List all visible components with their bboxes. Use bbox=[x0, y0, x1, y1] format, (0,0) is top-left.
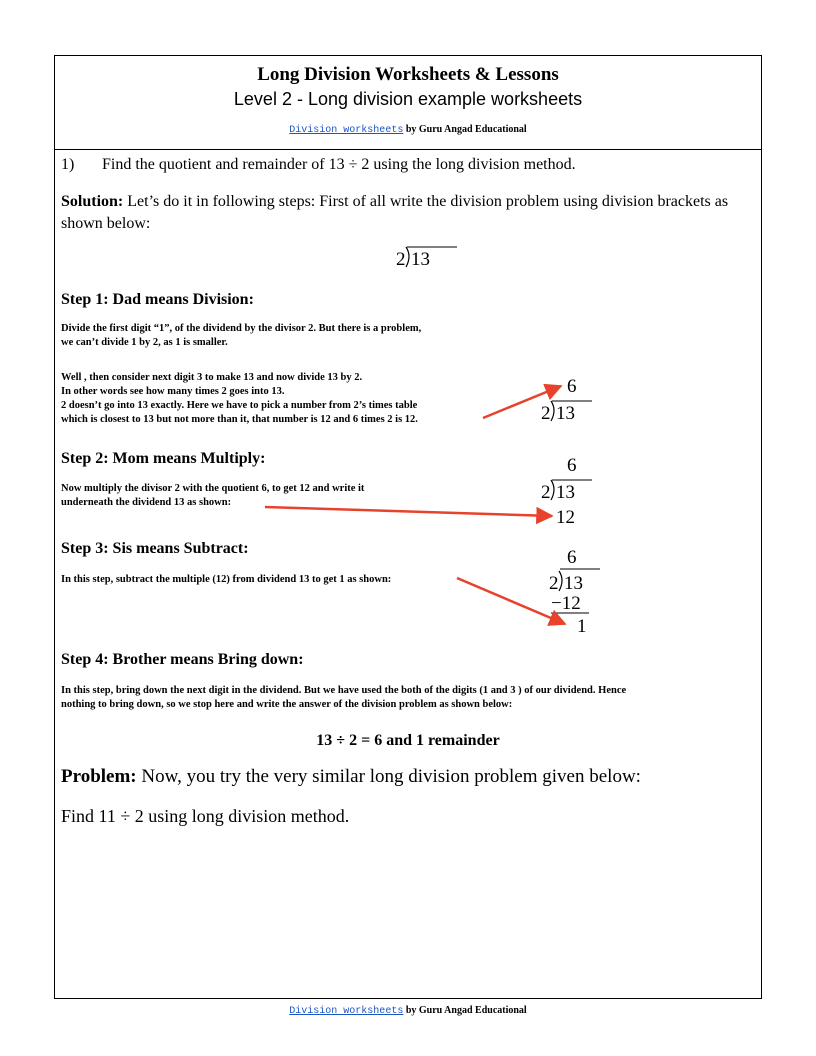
text-line: Well , then consider next digit 3 to make 13 and now divide 13 by 2. bbox=[61, 372, 363, 383]
arrow bbox=[265, 507, 552, 516]
division-worksheets-link[interactable]: Division worksheets bbox=[289, 125, 404, 136]
solution-label: Solution: bbox=[61, 193, 124, 210]
divisor: 2 bbox=[541, 403, 551, 424]
quotient: 6 bbox=[567, 455, 577, 476]
text-line: Now multiply the divisor 2 with the quotient 6, to get 12 and write it bbox=[61, 483, 365, 494]
dividend: 13 bbox=[556, 482, 575, 503]
page-footer bbox=[0, 1005, 816, 1017]
dividend: 13 bbox=[411, 249, 430, 270]
text-line: underneath the dividend 13 as shown: bbox=[61, 497, 232, 508]
text-line: 2 doesn’t go into 13 exactly. Here we have to pick a number from 2’s times table bbox=[61, 400, 418, 411]
dividend: 13 bbox=[556, 403, 575, 424]
text-line: nothing to bring down, so we stop here and write the answer of the division problem as shown below: bbox=[61, 699, 513, 710]
solution-text: Let’s do it in following steps: First of all write the division problem using division brackets as shown below: bbox=[61, 193, 729, 232]
quotient: 6 bbox=[567, 547, 577, 568]
page-title: Long Division Worksheets & Lessons bbox=[257, 64, 559, 85]
step-3-heading: Step 3: Sis means Subtract: bbox=[61, 540, 249, 557]
product: 12 bbox=[556, 507, 575, 528]
divisor: 2 bbox=[541, 482, 551, 503]
step-4-heading: Step 4: Brother means Bring down: bbox=[61, 651, 304, 668]
text-line: we can’t divide 1 by 2, as 1 is smaller. bbox=[61, 337, 228, 348]
problem-text: Now, you try the very similar long division problem given below: bbox=[136, 766, 641, 787]
division-diagrams bbox=[55, 56, 763, 1000]
text-line: In this step, subtract the multiple (12) from dividend 13 to get 1 as shown: bbox=[61, 574, 392, 585]
division-bracket-step-3 bbox=[457, 547, 600, 637]
text-line: In this step, bring down the next digit in the dividend. But we have used the both of the digits (1 and 3 ) of our dividend. Hence bbox=[61, 685, 627, 696]
find-prompt: Find 11 ÷ 2 using long division method. bbox=[61, 806, 350, 826]
bracket-curve bbox=[559, 571, 562, 591]
divisor: 2 bbox=[549, 573, 559, 594]
division-bracket-step-2 bbox=[265, 455, 592, 528]
text-line: In other words see how many times 2 goes into 13. bbox=[61, 386, 285, 397]
dividend: 13 bbox=[564, 573, 583, 594]
division-bracket-main bbox=[396, 247, 457, 270]
header-byline: by Guru Angad Educational bbox=[403, 124, 527, 135]
page-subtitle: Level 2 - Long division example worksheets bbox=[233, 89, 583, 109]
step-2-heading: Step 2: Mom means Multiply: bbox=[61, 450, 266, 467]
text-line: Divide the first digit “1”, of the dividend by the divisor 2. But there is a problem, bbox=[61, 323, 422, 334]
subtracted-product: −12 bbox=[551, 593, 581, 614]
footer-byline: by Guru Angad Educational bbox=[403, 1005, 527, 1016]
worksheet-frame bbox=[54, 55, 762, 999]
division-bracket-step-1 bbox=[483, 376, 592, 424]
question-number: 1) bbox=[61, 156, 75, 173]
footer-division-worksheets-link[interactable]: Division worksheets bbox=[289, 1006, 404, 1017]
question-text: Find the quotient and remainder of 13 ÷ 2 using the long division method. bbox=[102, 156, 576, 173]
divisor: 2 bbox=[396, 249, 406, 270]
remainder: 1 bbox=[577, 616, 587, 637]
bracket-curve bbox=[406, 247, 409, 267]
problem-label: Problem: bbox=[61, 766, 137, 787]
text-line: which is closest to 13 but not more than it, that number is 12 and 6 times 2 is 12. bbox=[61, 414, 418, 425]
final-answer: 13 ÷ 2 = 6 and 1 remainder bbox=[316, 732, 500, 749]
bracket-curve bbox=[551, 480, 554, 500]
quotient: 6 bbox=[567, 376, 577, 397]
bracket-curve bbox=[551, 401, 554, 421]
step-1-heading: Step 1: Dad means Division: bbox=[61, 291, 254, 308]
